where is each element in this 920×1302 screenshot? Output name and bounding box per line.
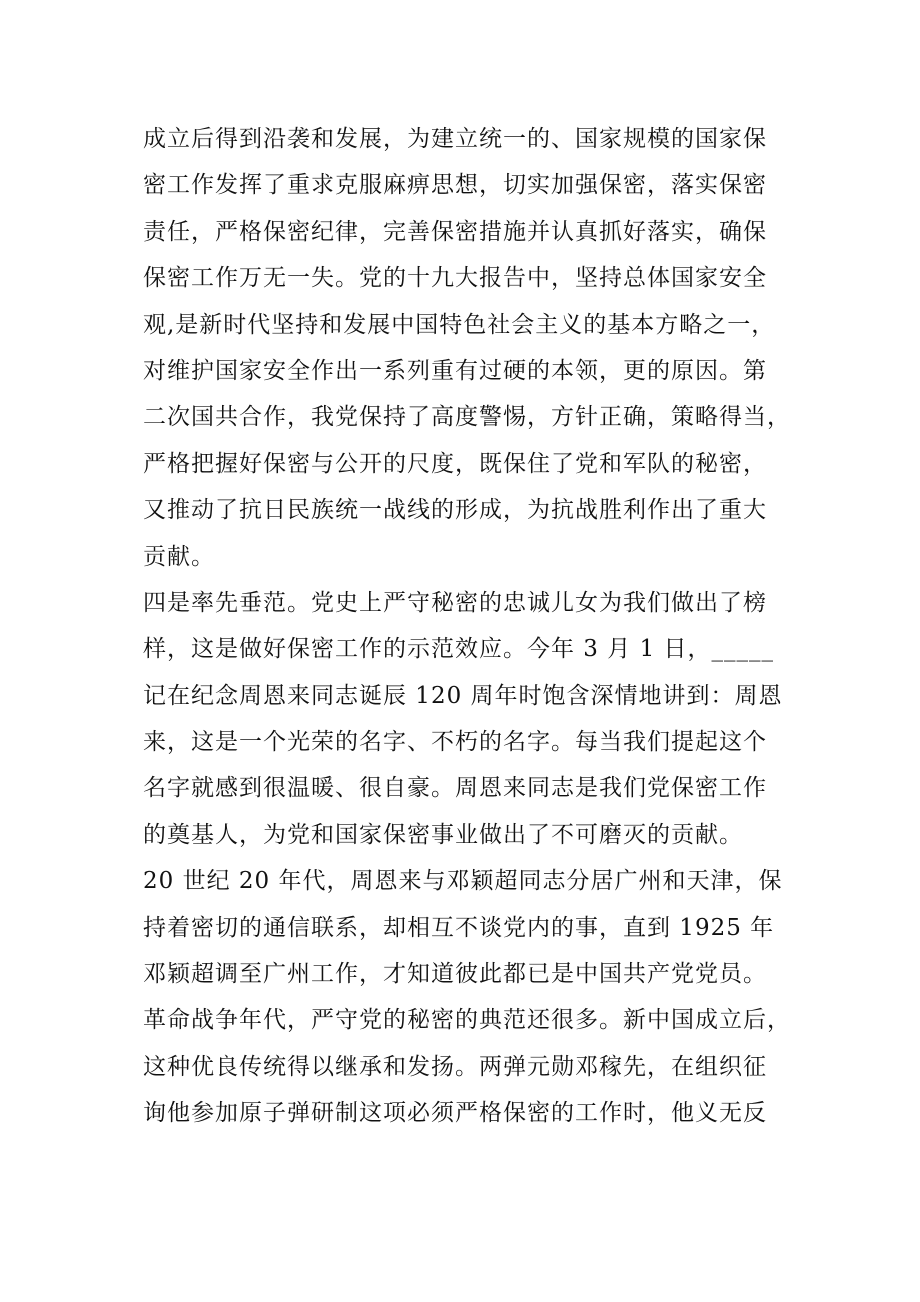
text-line: 询他参加原子弹研制这项必须严格保密的工作时，他义无反 <box>143 1100 767 1127</box>
text-line: 观,是新时代坚持和发展中国特色社会主义的基本方略之一， <box>143 311 776 338</box>
text-line: 二次国共合作，我党保持了高度警惕，方针正确，策略得当， <box>143 404 791 431</box>
text-line: 样，这是做好保密工作的示范效应。今年 3 月 1 日，_____ <box>143 636 775 663</box>
text-line: 责任，严格保密纪律，完善保密措施并认真抓好落实，确保 <box>143 218 767 245</box>
text-line: 成立后得到沿袭和发展，为建立统一的、国家规模的国家保 <box>143 126 767 152</box>
text-line: 持着密切的通信联系，却相互不谈党内的事，直到 1925 年 <box>143 914 775 941</box>
text-line: 革命战争年代，严守党的秘密的典范还很多。新中国成立后， <box>143 1007 791 1034</box>
text-line: 对维护国家安全作出一系列重有过硬的本领，更的原因。第 <box>143 357 767 384</box>
document-body <box>143 116 803 1137</box>
text-line: 保密工作万无一失。党的十九大报告中，坚持总体国家安全 <box>143 265 767 292</box>
text-line: 四是率先垂范。党史上严守秘密的忠诚儿女为我们做出了榜 <box>143 589 767 616</box>
text-line: 又推动了抗日民族统一战线的形成，为抗战胜利作出了重大 <box>143 497 767 524</box>
text-line: 的奠基人，为党和国家保密事业做出了不可磨灭的贡献。 <box>143 821 743 848</box>
text-line: 严格把握好保密与公开的尺度，既保住了党和军队的秘密， <box>143 450 767 477</box>
text-line: 记在纪念周恩来同志诞辰 120 周年时饱含深情地讲到：周恩 <box>143 682 783 709</box>
text-line: 贡献。 <box>143 543 215 570</box>
text-line: 名字就感到很温暖、很自豪。周恩来同志是我们党保密工作 <box>143 775 767 802</box>
text-line: 20 世纪 20 年代，周恩来与邓颖超同志分居广州和天津，保 <box>143 868 783 895</box>
text-line: 这种优良传统得以继承和发扬。两弹元勋邓稼先，在组织征 <box>143 1053 767 1080</box>
text-line: 密工作发挥了重求克服麻痹思想，切实加强保密，落实保密 <box>143 172 767 199</box>
text-line: 来，这是一个光荣的名字、不朽的名字。每当我们提起这个 <box>143 729 767 756</box>
text-line: 邓颖超调至广州工作，才知道彼此都已是中国共产党党员。 <box>143 961 767 988</box>
